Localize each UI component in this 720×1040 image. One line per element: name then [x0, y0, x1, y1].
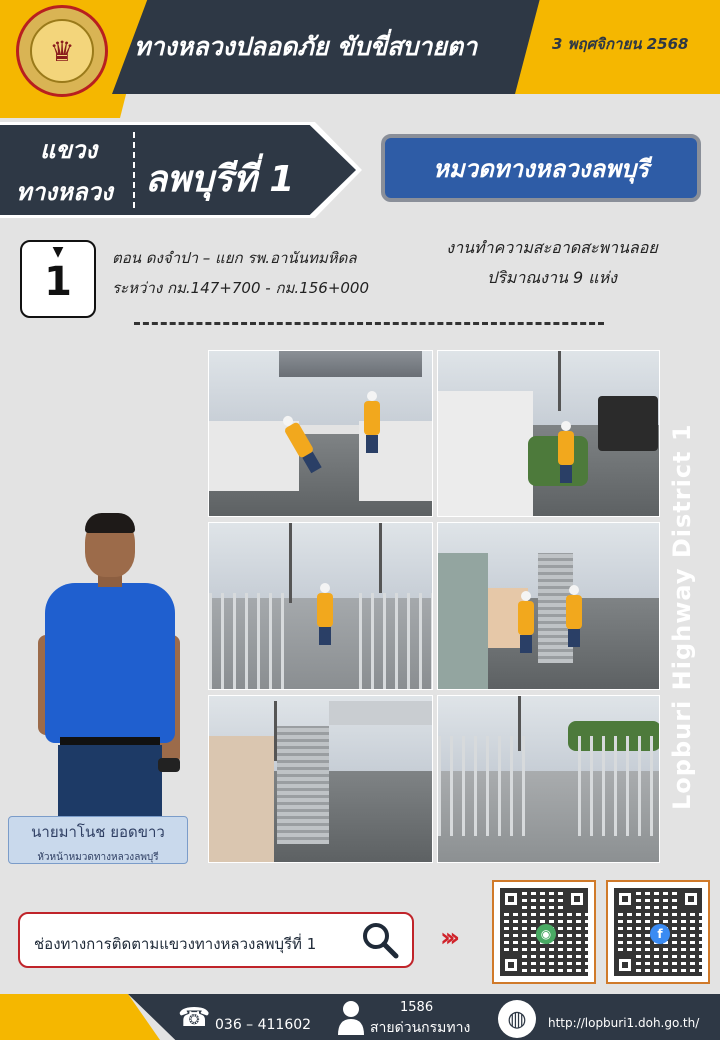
- route-number: 1: [44, 259, 72, 305]
- district-divider: [133, 132, 135, 208]
- map-pin-icon: ◉: [536, 924, 556, 944]
- district-english-name: Lopburi Highway District 1: [668, 423, 696, 810]
- call-center-icon: [336, 999, 366, 1035]
- unit-name: หมวดทางหลวงลพบุรี: [432, 154, 650, 183]
- chevron-right-icon: ›››: [440, 923, 455, 953]
- tracking-channel-box: [18, 912, 414, 968]
- work-photo-4: [437, 522, 660, 690]
- tracking-label: ช่องทางการติดตามแขวงทางหลวงลพบุรีที่ 1: [34, 935, 317, 953]
- globe-icon: ◍: [498, 1000, 536, 1038]
- district-label-line1: แขวง: [40, 136, 98, 164]
- unit-badge: [381, 134, 701, 202]
- logo-emblem-icon: ♛: [30, 19, 94, 83]
- chief-portrait: [40, 515, 180, 815]
- search-icon: [360, 920, 400, 960]
- route-number-badge: [20, 240, 96, 318]
- chief-name: นายมาโนช ยอดขาว: [31, 823, 165, 841]
- phone-icon: ☎: [178, 1003, 211, 1033]
- website-link[interactable]: http://lopburi1.doh.go.th/: [548, 1016, 700, 1030]
- chief-name-card: [8, 816, 188, 864]
- doh-logo: [16, 5, 108, 97]
- work-quantity: ปริมาณงาน 9 แห่ง: [487, 268, 617, 287]
- hotline-number: 1586: [400, 1000, 434, 1015]
- phone-number: 036 – 411602: [215, 1017, 312, 1033]
- district-label-line2: ทางหลวง: [16, 178, 113, 206]
- qr-code-maps[interactable]: [492, 880, 596, 984]
- report-date: 3 พฤศจิกายน 2568: [552, 35, 689, 53]
- work-photo-5: [208, 695, 433, 863]
- qr-code-facebook[interactable]: [606, 880, 710, 984]
- chief-position: หัวหน้าหมวดทางหลวงลพบุรี: [37, 852, 159, 863]
- hotline-label: สายด่วนกรมทาง: [370, 1020, 471, 1036]
- facebook-icon: f: [650, 924, 670, 944]
- work-photo-6: [437, 695, 660, 863]
- garuda-icon: ▼: [52, 244, 64, 260]
- route-km-range: ระหว่าง กม.147+700 - กม.156+000: [112, 279, 370, 297]
- work-photo-2: [437, 350, 660, 517]
- work-photo-3: [208, 522, 433, 690]
- watch-icon: [158, 758, 180, 772]
- work-description: งานทำความสะอาดสะพานลอย: [446, 238, 658, 257]
- work-photo-1: [208, 350, 433, 517]
- section-divider: [134, 322, 604, 325]
- district-name: ลพบุรีที่ 1: [145, 159, 295, 200]
- route-section: ตอน ดงจำปา – แยก รพ.อานันทมหิดล: [112, 249, 357, 267]
- page-title: ทางหลวงปลอดภัย ขับขี่สบายตา: [134, 32, 478, 61]
